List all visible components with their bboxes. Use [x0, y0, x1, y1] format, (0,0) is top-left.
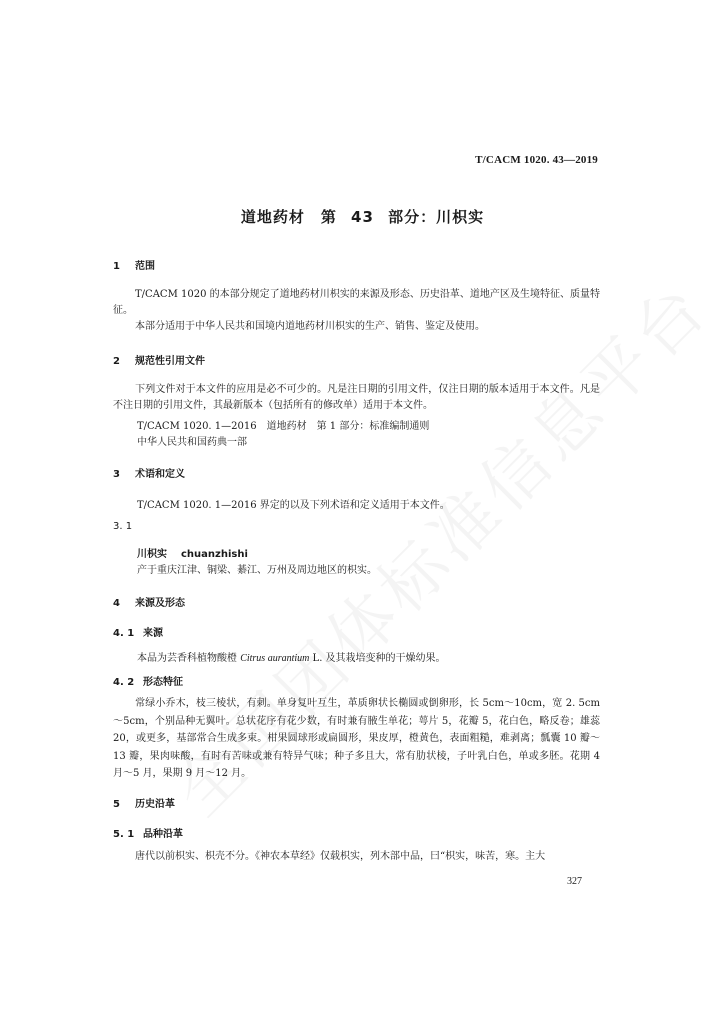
section-heading-scope: [113, 257, 155, 272]
text-part: 本品为芸香科植物酸橙: [137, 653, 241, 664]
subsection-title: 品种沿革: [143, 829, 183, 840]
section-heading-origin-morphology: [113, 594, 185, 609]
section-title: 规范性引用文件: [135, 356, 205, 367]
subsection-heading-variety: [113, 825, 183, 840]
section-heading-terms: [113, 465, 185, 480]
term-chinese: 川枳实: [137, 549, 167, 560]
section-title: 来源及形态: [135, 598, 185, 609]
paragraph: [113, 695, 600, 783]
subsection-title: 来源: [143, 628, 163, 639]
section-number: 5: [113, 799, 120, 810]
paragraph-text: T/CACM 1020. 1—2016 界定的以及下列术语和定义适用于本文件。: [137, 500, 450, 511]
subsection-heading-origin: [113, 624, 163, 639]
paragraph-text: 下列文件对于本文件的应用是必不可少的。凡是注日期的引用文件，仅注日期的版本适用于本文件。凡是不注日期的引用文件，其最新版本（包括所有的修改单）适用于本文件。: [113, 384, 600, 411]
paragraph-text: 常绿小乔木，枝三棱状，有刺。单身复叶互生，革质卵状长椭圆或倒卵形，长 5cm～10cm，宽 2. 5cm～5cm，个别品种无翼叶。总状花序有花少数，有时兼有腋生单花；萼片 5，花瓣 5，花白色，略反卷；雄蕊 20，或更多，基部常合生成多束。柑果圆球形或扁圆形，果皮厚，橙黄色，表面粗糙，难剥离；瓢囊 10 瓣～13 瓣，果肉味酸，有时有苦味或兼有特异气味；种子多且大，常有肋状棱，子叶乳白色，单或多胚。花期 4 月～5 月，果期 9 月～12 月。: [113, 698, 600, 779]
paragraph: [113, 382, 600, 414]
section-title: 术语和定义: [135, 469, 185, 480]
term-pinyin: chuanzhishi: [181, 549, 248, 560]
section-number: 1: [113, 261, 120, 272]
paragraph-text: T/CACM 1020 的本部分规定了道地药材川枳实的来源及形态、历史沿革、道地产区及生境特征、质量特征。: [113, 289, 600, 316]
paragraph: [113, 287, 600, 335]
term-entry: [137, 545, 248, 560]
text-part: L. 及其栽培变种的干燥幼果。: [309, 653, 446, 664]
term-definition: 产于重庆江津、铜梁、綦江、万州及周边地区的枳实。: [137, 565, 377, 576]
section-number: 2: [113, 356, 120, 367]
subsection-number: 3. 1: [113, 521, 133, 532]
section-number: 4: [113, 598, 120, 609]
standard-code: T/CACM 1020. 43—2019: [475, 154, 598, 166]
paragraph-text: 本部分适用于中华人民共和国境内道地药材川枳实的生产、销售、鉴定及使用。: [135, 321, 485, 332]
section-number: 3: [113, 469, 120, 480]
section-heading-normative-references: [113, 352, 205, 367]
paragraph-text: 唐代以前枳实、枳壳不分。《神农本草经》仅载枳实，列木部中品，曰“枳实，味苦，寒。主大: [135, 851, 546, 862]
page-number: 327: [567, 876, 582, 887]
paragraph: [113, 849, 600, 865]
subsection-heading-morphology: [113, 673, 183, 688]
origin-text: [137, 649, 446, 664]
reference-item: 中华人民共和国药典一部: [137, 437, 247, 448]
subsection-title: 形态特征: [143, 677, 183, 688]
reference-item: T/CACM 1020. 1—2016 道地药材 第 1 部分：标准编制通则: [137, 421, 430, 432]
latin-name: Citrus aurantium: [240, 653, 310, 664]
subsection-number: 4. 2: [113, 677, 135, 688]
document-title: 道地药材 第 43 部分：川枳实: [240, 208, 485, 226]
subsection-number: 5. 1: [113, 829, 135, 840]
section-heading-history: [113, 795, 175, 810]
section-title: 范围: [135, 261, 155, 272]
subsection-number: 4. 1: [113, 628, 135, 639]
section-title: 历史沿革: [135, 799, 175, 810]
